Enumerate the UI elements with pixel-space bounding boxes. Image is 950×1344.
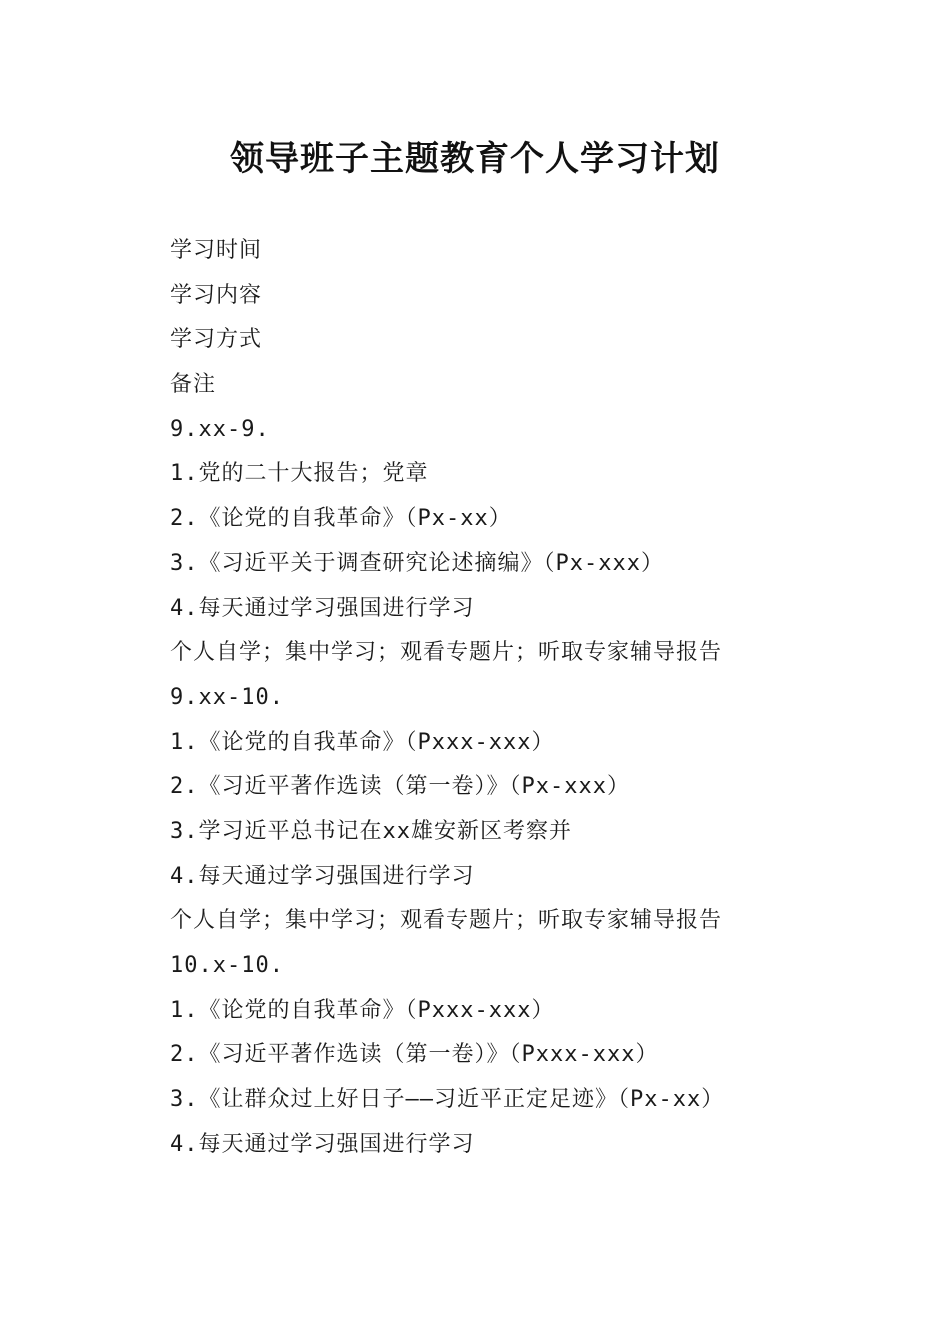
text-line: 学习时间 <box>170 238 263 263</box>
text-line: 4.每天通过学习强国进行学习 <box>170 863 475 889</box>
text-line: 2.《论党的自我革命》（Px-xx） <box>170 506 512 532</box>
text-line: 9.xx-9. <box>170 416 270 442</box>
text-line: 1.《论党的自我革命》（Pxxx-xxx） <box>170 997 555 1023</box>
text-line: 1.党的二十大报告；党章 <box>170 461 429 487</box>
text-line: 10.x-10. <box>170 953 284 978</box>
text-line: 个人自学；集中学习；观看专题片；听取专家辅导报告 <box>170 640 723 666</box>
text-line: 3.《让群众过上好日子——习近平正定足迹》（Px-xx） <box>170 1087 725 1113</box>
text-line: 1.《论党的自我革命》（Pxxx-xxx） <box>170 729 555 755</box>
text-line: 9.xx-10. <box>170 684 284 710</box>
text-line: 3.《习近平关于调查研究论述摘编》（Px-xxx） <box>170 550 664 576</box>
text-line: 3.学习近平总书记在xx雄安新区考察并 <box>170 818 572 844</box>
document-body <box>170 229 870 1167</box>
text-line: 2.《习近平著作选读（第一卷）》（Pxxx-xxx） <box>170 1042 659 1068</box>
text-line: 学习方式 <box>170 327 263 353</box>
text-line: 学习内容 <box>170 282 263 308</box>
document-title: 领导班子主题教育个人学习计划 <box>230 139 720 179</box>
text-line: 个人自学；集中学习；观看专题片；听取专家辅导报告 <box>170 908 723 934</box>
text-line: 2.《习近平著作选读（第一卷）》（Px-xxx） <box>170 774 630 800</box>
text-line: 4.每天通过学习强国进行学习 <box>170 1131 475 1157</box>
text-line: 备注 <box>170 372 217 398</box>
text-line: 4.每天通过学习强国进行学习 <box>170 595 475 621</box>
